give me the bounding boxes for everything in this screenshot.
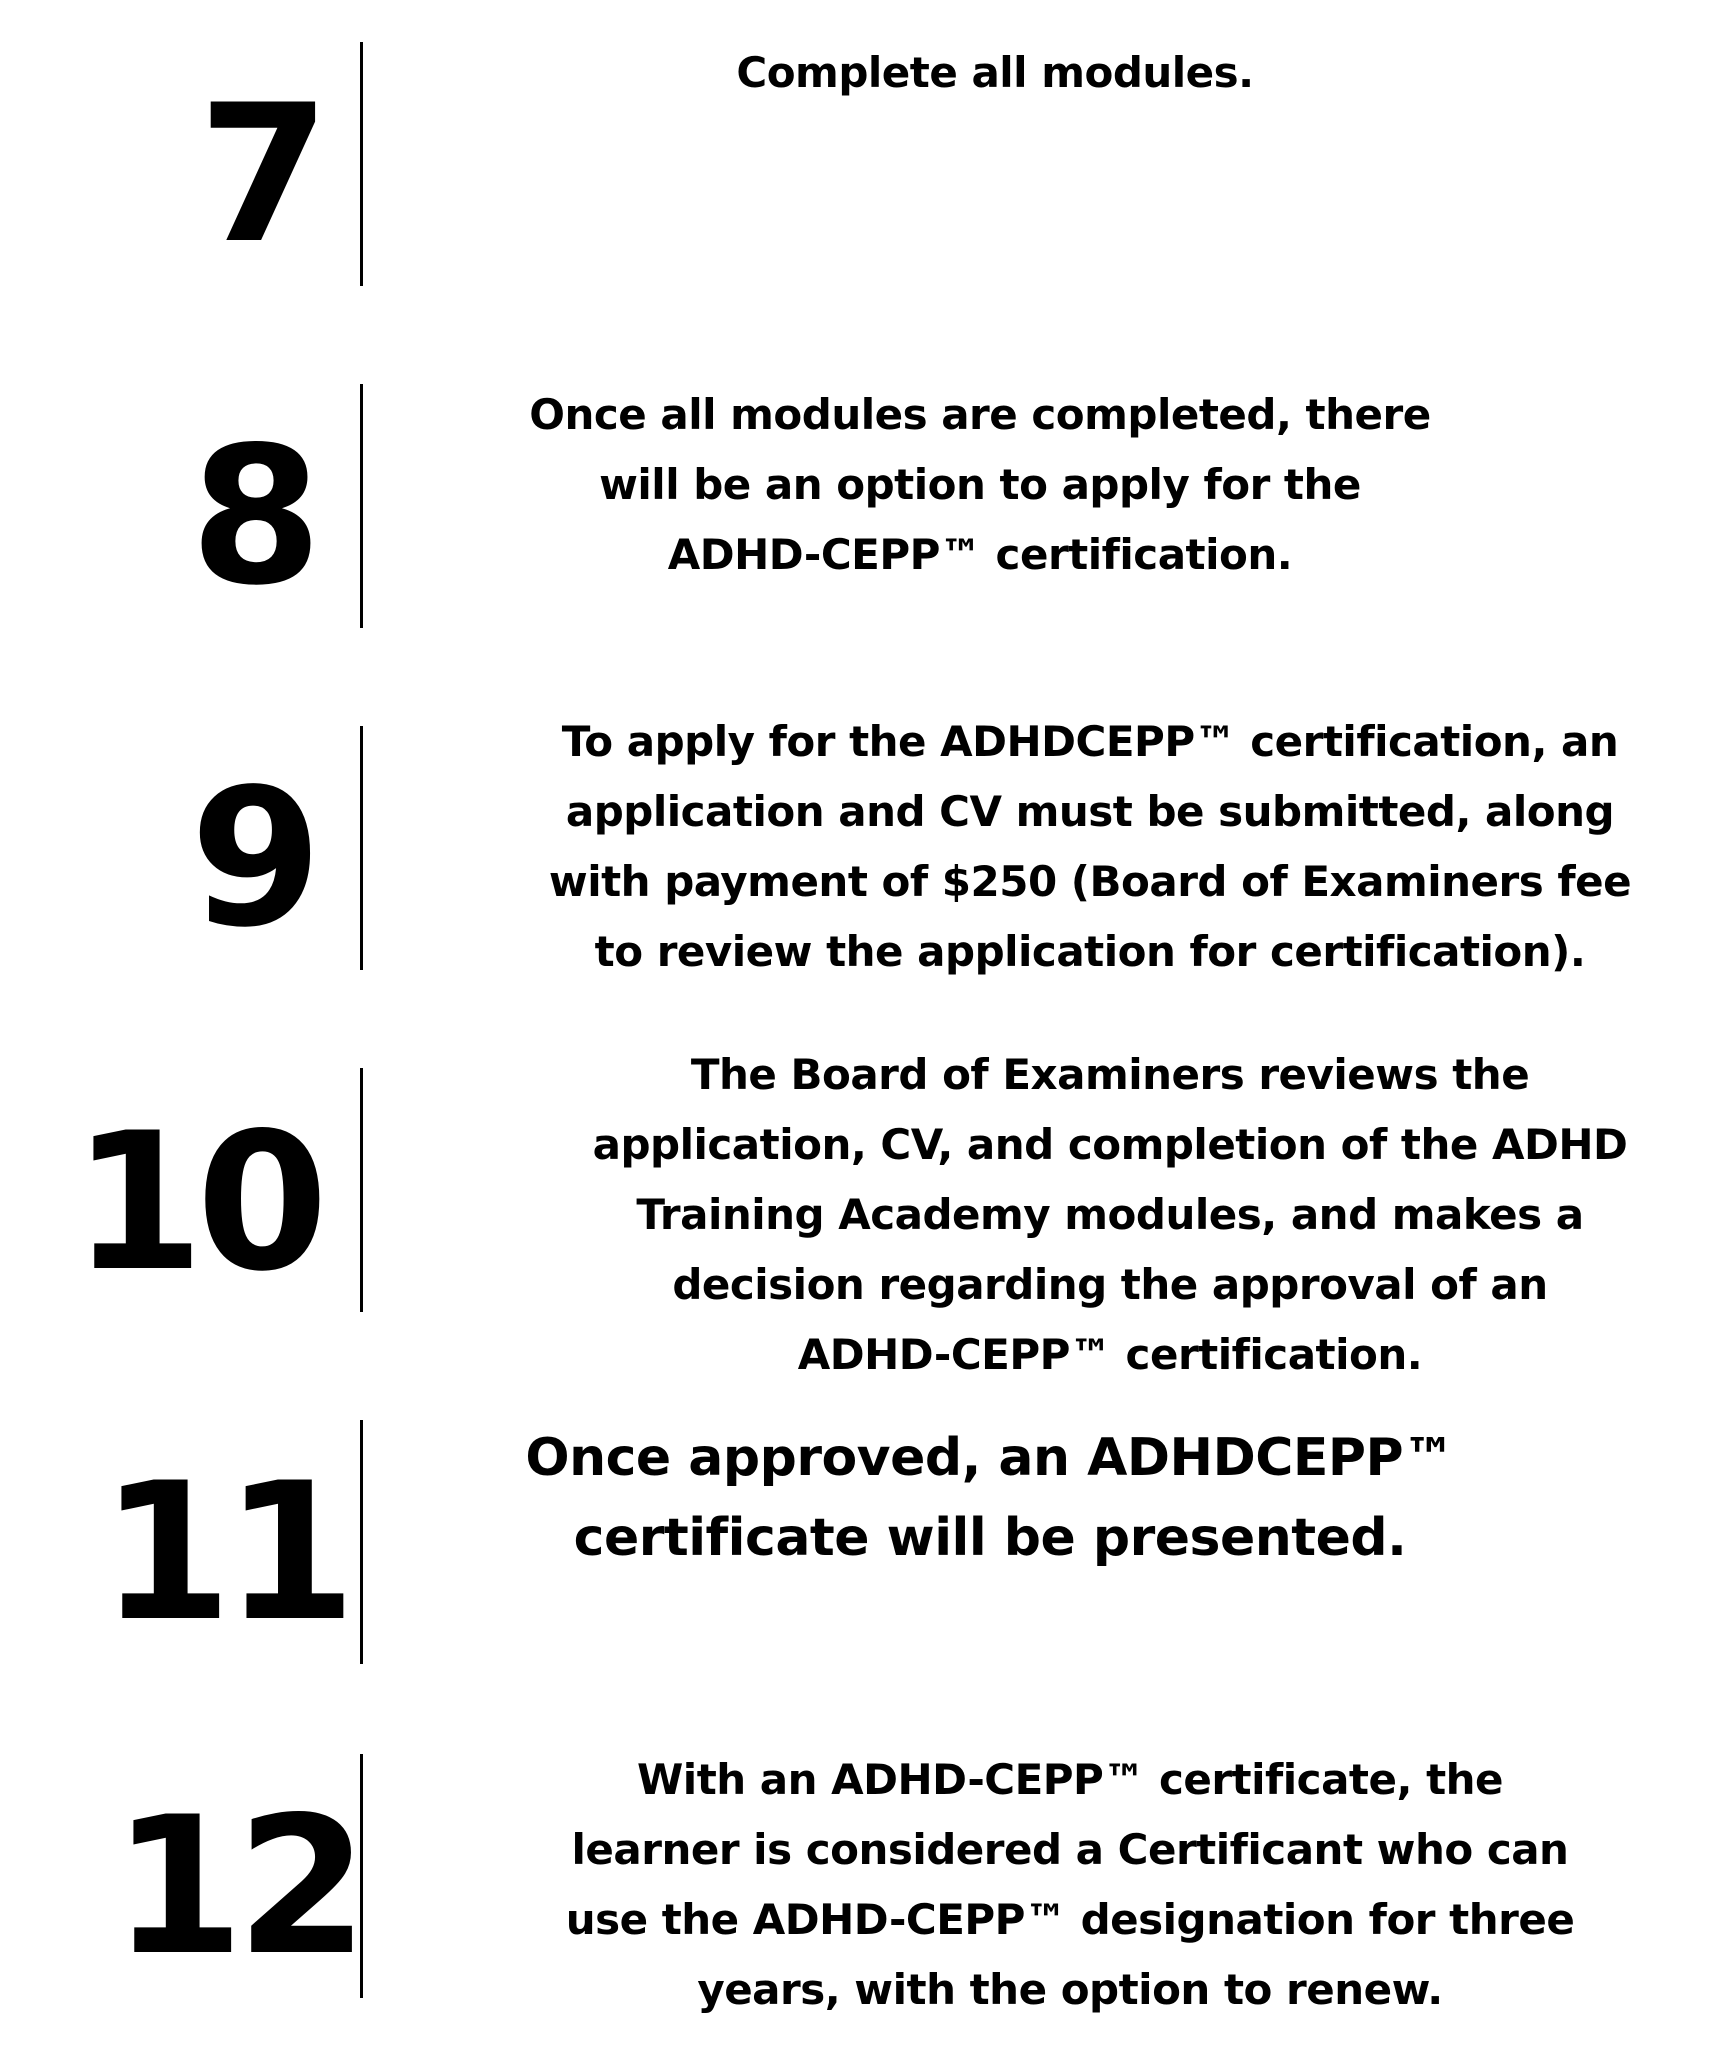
step-divider-10 xyxy=(360,1068,363,1312)
step-text-10: The Board of Examiners reviews the application, CV, and completion of the ADHD Training Academy modules, and makes a decision regarding the approval of an ADHD-CEPP™ certification. xyxy=(592,1050,1628,1379)
step-text-12: With an ADHD-CEPP™ certificate, the learner is considered a Certificant who can use the ADHD-CEPP™ designation for three years, with the option to renew. xyxy=(565,1755,1575,2014)
step-text-7: Complete all modules. xyxy=(736,48,1254,97)
step-text-8: Once all modules are completed, there will be an option to apply for the ADHD-CEPP™ certification. xyxy=(529,390,1431,579)
step-divider-8 xyxy=(360,384,363,628)
step-divider-11 xyxy=(360,1420,363,1664)
step-number-8: 8 xyxy=(190,406,315,627)
step-number-10: 10 xyxy=(72,1092,321,1313)
step-number-12: 12 xyxy=(112,1776,361,1997)
step-text-11: Once approved, an ADHDCEPP™ certificate will be presented. xyxy=(525,1428,1455,1568)
step-text-9: To apply for the ADHDCEPP™ certification, an application and CV must be submitted, along with payment of $250 (Board of Examiners fee to review the application for certification). xyxy=(548,717,1632,976)
step-number-11: 11 xyxy=(100,1442,349,1663)
step-divider-12 xyxy=(360,1754,363,1998)
step-number-7: 7 xyxy=(198,64,323,285)
step-divider-7 xyxy=(360,42,363,286)
step-divider-9 xyxy=(360,726,363,970)
step-number-9: 9 xyxy=(190,748,315,969)
